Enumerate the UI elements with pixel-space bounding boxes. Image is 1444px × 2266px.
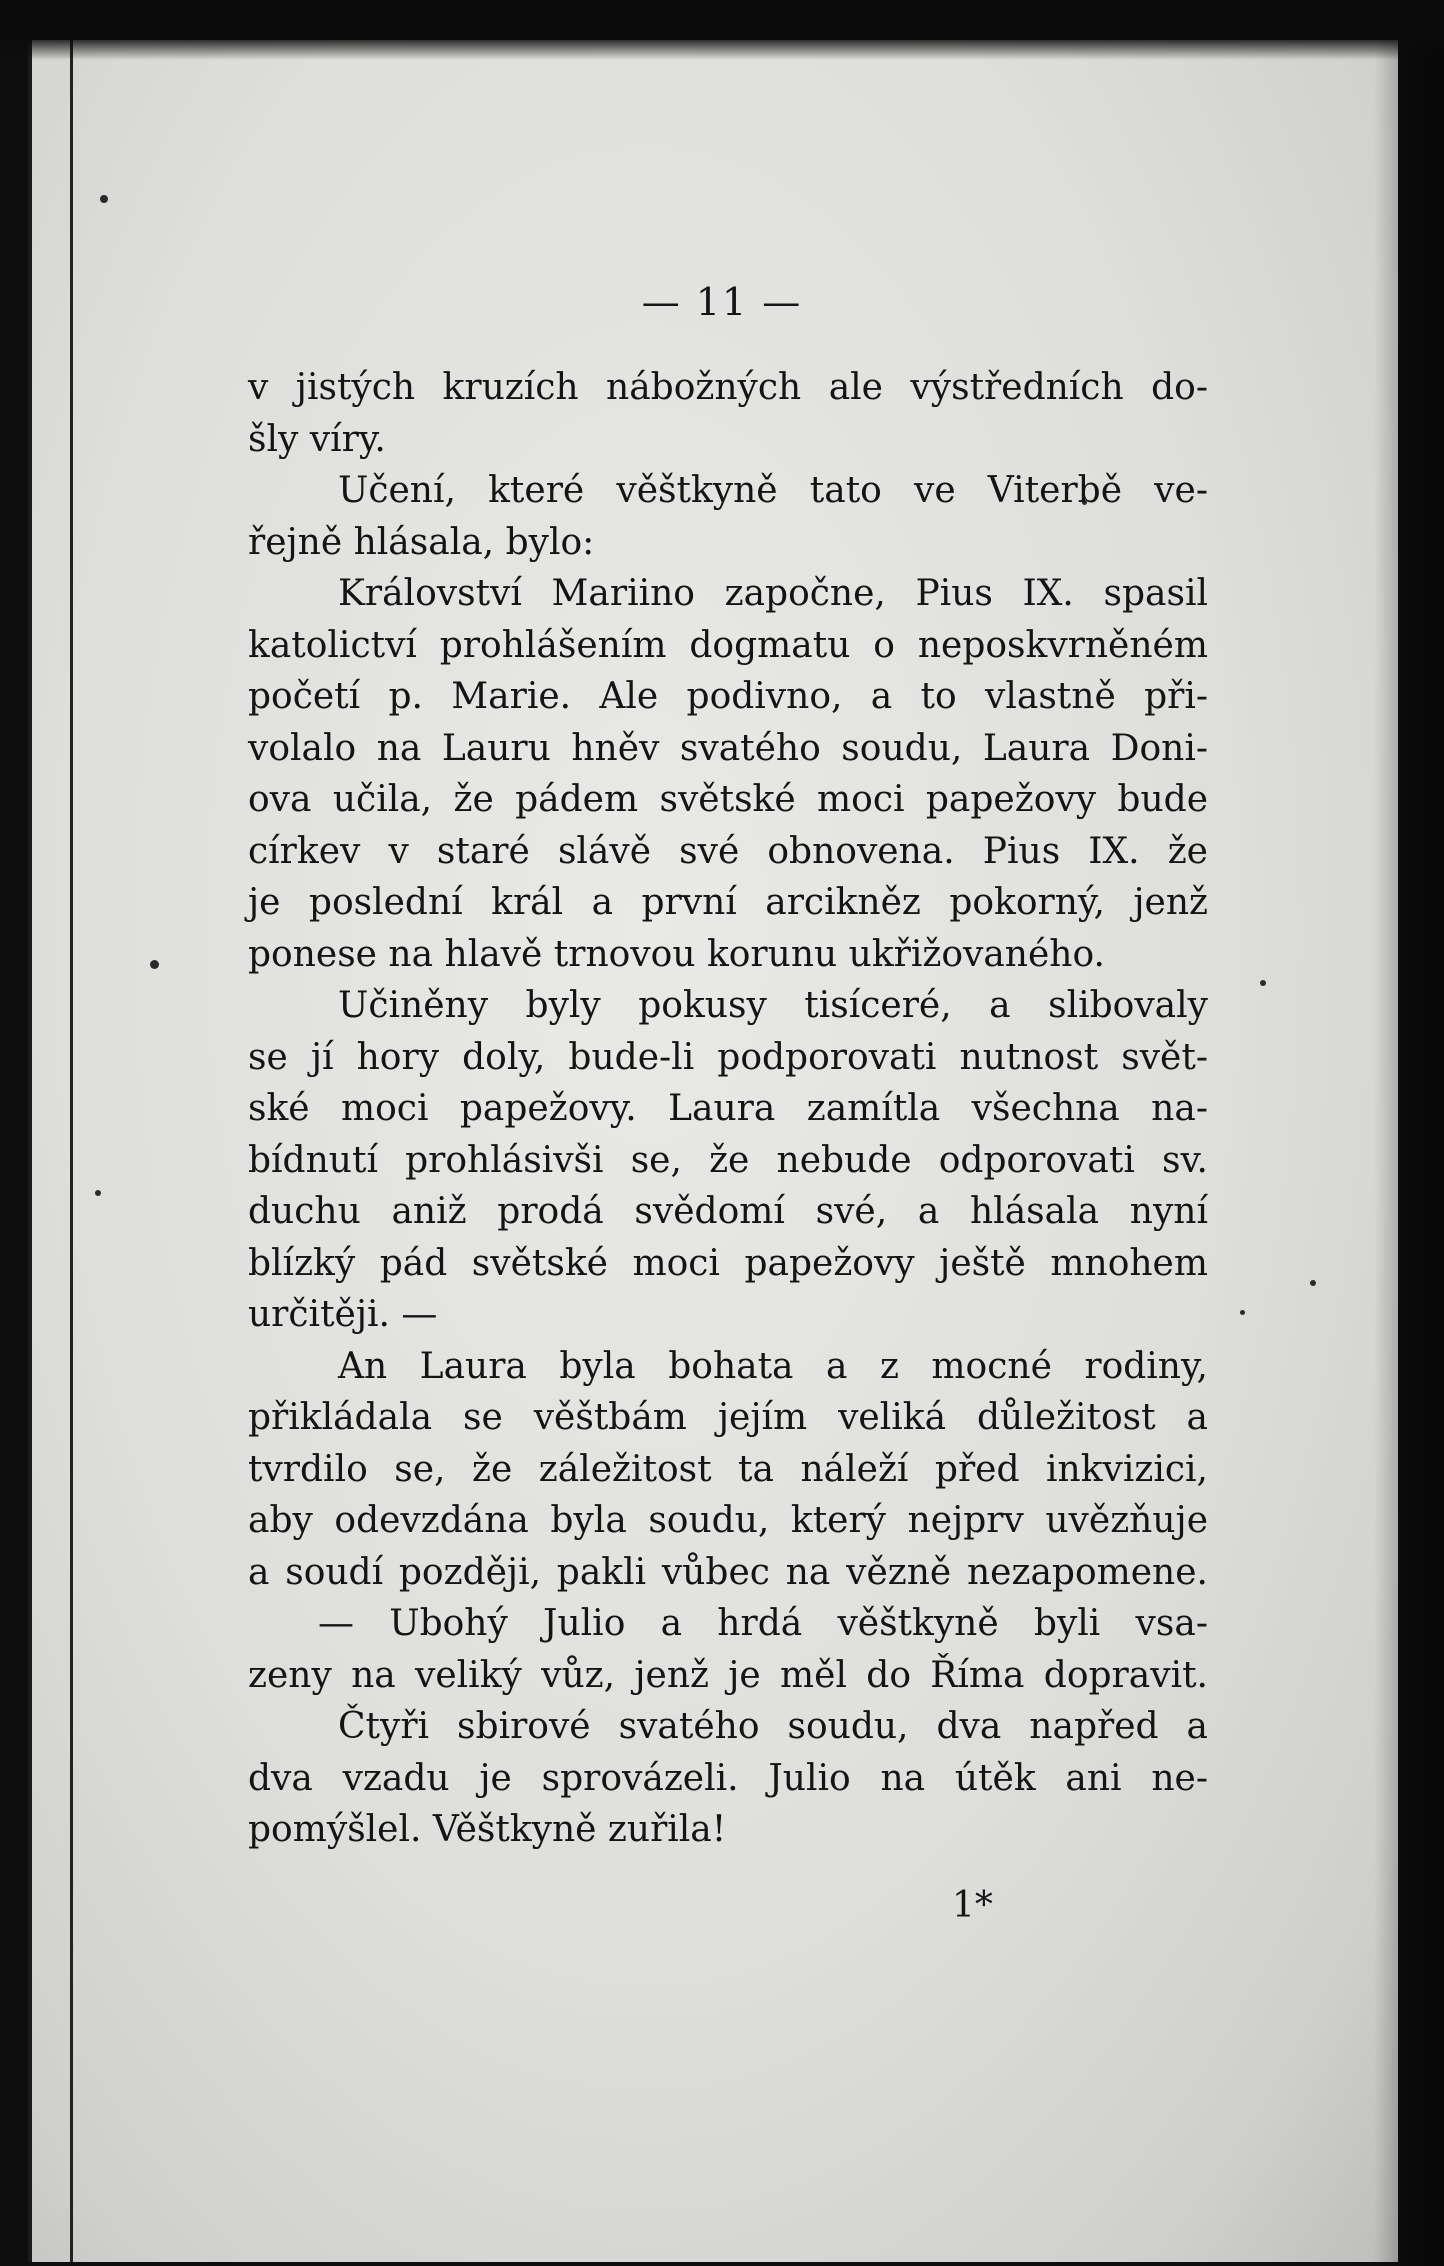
page-edge-shadow [1374, 0, 1444, 2266]
text-line: tvrdilo se, že záležitost ta náleží před inkvizici, [248, 1448, 1208, 1490]
text-line: bídnutí prohlásivši se, že nebude odporovati sv. [248, 1139, 1208, 1181]
text-line: určitěji. — [248, 1294, 438, 1335]
text-line: Učení, které věštkyně tato ve Viterbě ve- [338, 470, 1208, 511]
page-number: — 11 — [641, 280, 803, 324]
text-line: šly víry. [248, 418, 386, 460]
text-line: duchu aniž prodá svědomí své, a hlásala nyní [248, 1191, 1208, 1232]
text-line: ova učila, že pádem světské moci papežovy bude [248, 779, 1208, 820]
text-line: se jí hory doly, bude-li podporovati nutnost svět- [248, 1036, 1208, 1078]
text-line: a soudí později, pakli vůbec na vězně nezapomene. [248, 1551, 1208, 1593]
text-line: řejně hlásala, bylo: [248, 521, 595, 563]
text-line: ponese na hlavě trnovou korunu ukřižovaného. [248, 933, 1105, 975]
text-line: dva vzadu je sprovázeli. Julio na útěk ani ne- [248, 1757, 1208, 1799]
text-line: katolictví prohlášením dogmatu o neposkvrněném [248, 624, 1208, 666]
text-line: Učiněny byly pokusy tisíceré, a slibovaly [338, 985, 1208, 1026]
text-line: v jistých kruzích nábožných ale výstředních do- [248, 367, 1208, 408]
text-line: církev v staré slávě své obnovena. Pius IX. že [248, 830, 1208, 872]
text-line: Čtyři sbirové svatého soudu, dva napřed a [338, 1706, 1208, 1747]
text-line: pomýšlel. Věštkyně zuřila! [248, 1809, 727, 1850]
text-line: blízký pád světské moci papežovy ještě mnohem [248, 1242, 1208, 1284]
text-line: početí p. Marie. Ale podivno, a to vlastně při- [248, 676, 1208, 717]
text-line: An Laura byla bohata a z mocné rodiny, [338, 1345, 1208, 1387]
text-line: je poslední král a první arcikněz pokorný, jenž [248, 882, 1208, 923]
binding-edge [70, 40, 73, 2262]
top-edge-shadow [0, 0, 1444, 60]
text-line: Království Mariino započne, Pius IX. spasil [338, 573, 1208, 614]
text-line: volalo na Lauru hněv svatého soudu, Laura Doni- [248, 727, 1208, 769]
text-line: ské moci papežovy. Laura zamítla všechna na- [248, 1088, 1208, 1129]
body-text [248, 362, 1208, 1856]
text-line: aby odevzdána byla soudu, který nejprv uvězňuje [248, 1500, 1208, 1541]
text-line: přikládala se věštbám jejím veliká důležitost a [248, 1397, 1208, 1438]
text-line: — Ubohý Julio a hrdá věštkyně byli vsa- [318, 1603, 1208, 1644]
signature-mark: 1* [952, 1885, 993, 1926]
text-line: zeny na veliký vůz, jenž je měl do Říma dopravit. [248, 1654, 1208, 1696]
